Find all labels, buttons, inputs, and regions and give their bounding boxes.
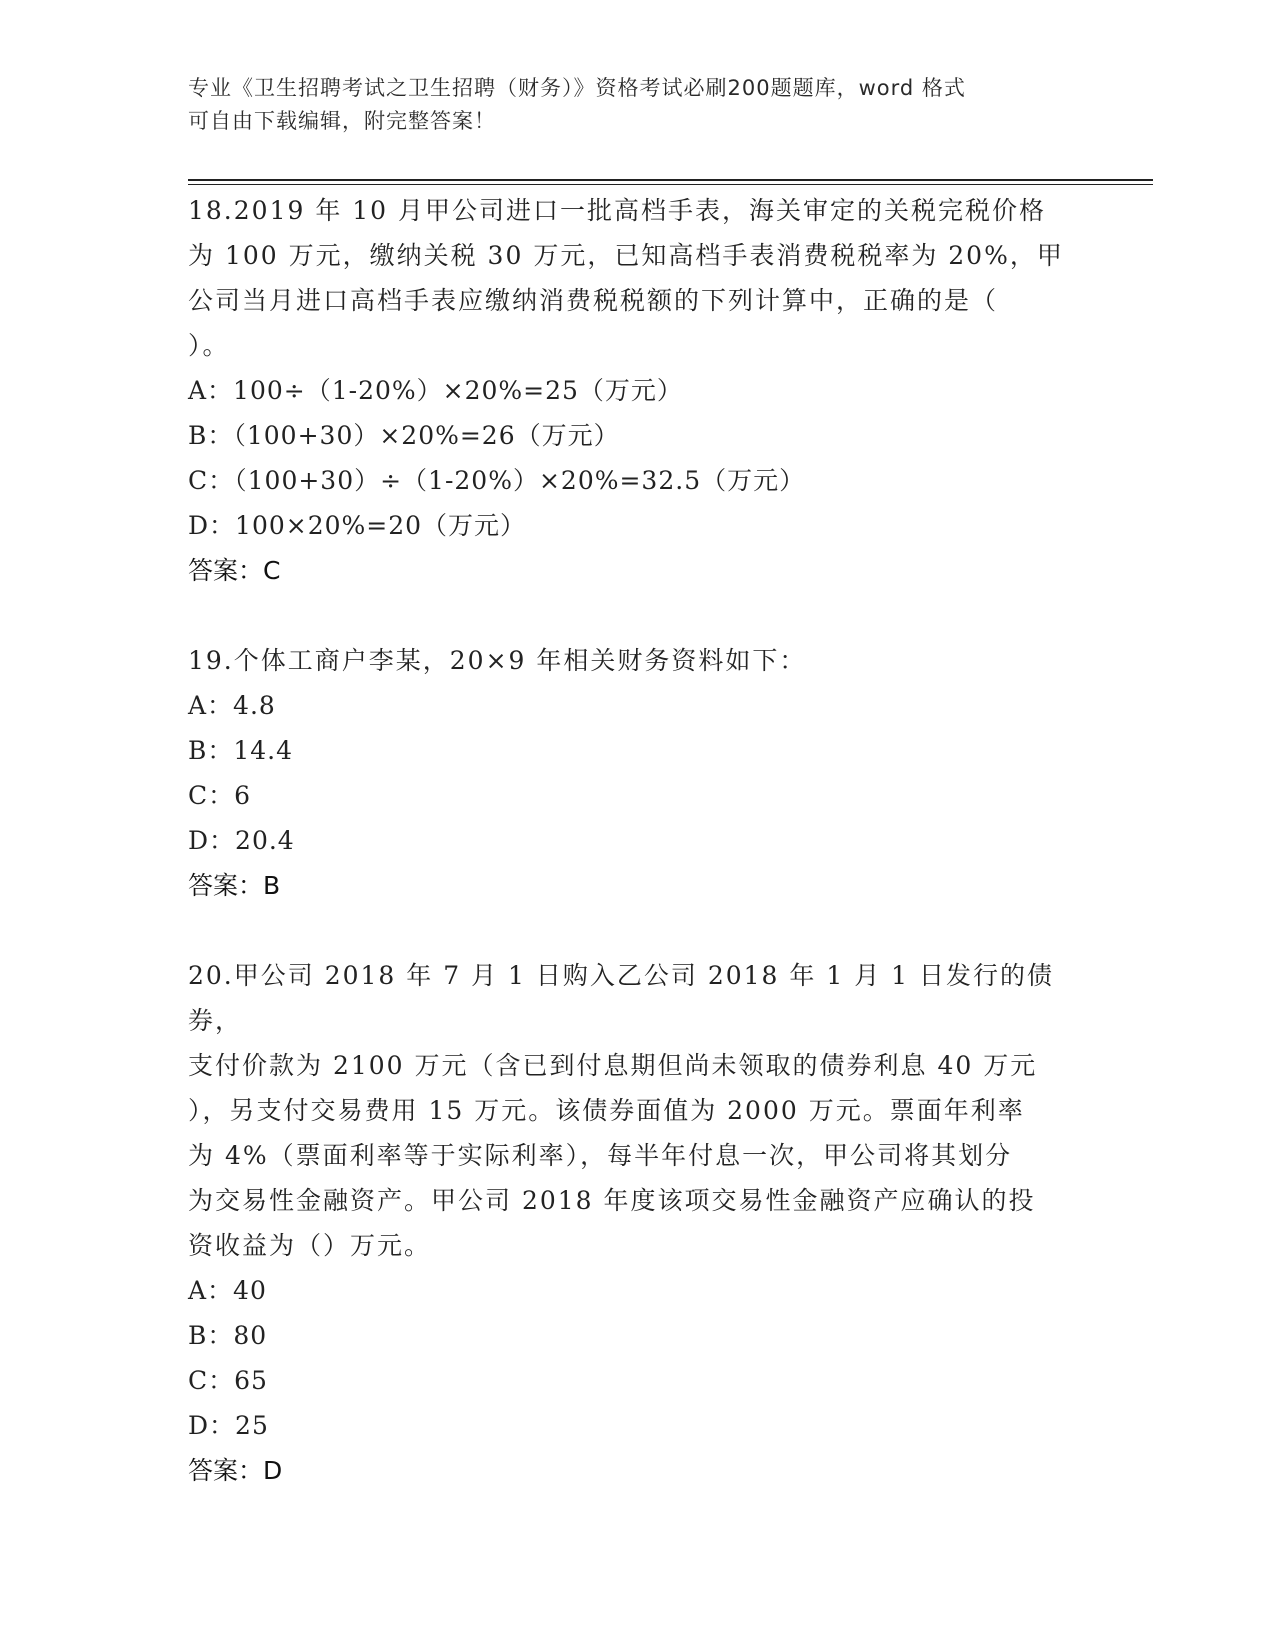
answer-label: 答案：C <box>188 556 281 585</box>
option-a: A：40 <box>188 1276 267 1305</box>
question-stem-line: 19.个体工商户李某，20×9 年相关财务资料如下： <box>188 646 807 675</box>
question-18 <box>188 188 1078 593</box>
header-divider-thick <box>188 179 1153 181</box>
option-d: D：100×20%=20（万元） <box>188 511 527 540</box>
question-stem-line: 资收益为（）万元。 <box>188 1231 432 1260</box>
header-title-line-1: 专业《卫生招聘考试之卫生招聘（财务）》资格考试必刷200题题库，word 格式 <box>188 76 966 100</box>
question-stem-line: 18.2019 年 10 月甲公司进口一批高档手表，海关审定的关税完税价格 <box>188 196 1047 225</box>
question-stem-line: 公司当月进口高档手表应缴纳消费税税额的下列计算中，正确的是（ <box>188 286 999 315</box>
option-c: C：65 <box>188 1366 268 1395</box>
header-divider-thin <box>188 184 1153 185</box>
question-19 <box>188 638 1078 908</box>
option-c: C：（100+30）÷（1-20%）×20%=32.5（万元） <box>188 466 806 495</box>
answer-label: 答案：B <box>188 871 281 900</box>
question-list <box>188 188 1078 1493</box>
option-c: C：6 <box>188 781 252 810</box>
question-stem-line: 为交易性金融资产。甲公司 2018 年度该项交易性金融资产应确认的投 <box>188 1186 1036 1215</box>
question-spacer <box>188 908 1078 953</box>
question-stem-line: 20.甲公司 2018 年 7 月 1 日购入乙公司 2018 年 1 月 1 日发行的债券， <box>188 961 1054 1035</box>
question-spacer <box>188 593 1078 638</box>
option-a: A：100÷（1-20%）×20%=25（万元） <box>188 376 683 405</box>
document-header <box>188 72 1068 138</box>
option-b: B：80 <box>188 1321 268 1350</box>
option-d: D：25 <box>188 1411 269 1440</box>
question-stem-line: ），另支付交易费用 15 万元。该债券面值为 2000 万元。票面年利率 <box>188 1096 1025 1125</box>
question-stem-line: ）。 <box>188 331 230 360</box>
option-b: B：（100+30）×20%=26（万元） <box>188 421 620 450</box>
option-a: A：4.8 <box>188 691 276 720</box>
question-stem-line: 支付价款为 2100 万元（含已到付息期但尚未领取的债券利息 40 万元 <box>188 1051 1038 1080</box>
question-stem-line: 为 100 万元，缴纳关税 30 万元，已知高档手表消费税税率为 20%，甲 <box>188 241 1064 270</box>
option-d: D：20.4 <box>188 826 295 855</box>
question-20 <box>188 953 1078 1493</box>
answer-label: 答案：D <box>188 1456 283 1485</box>
question-stem-line: 为 4%（票面利率等于实际利率），每半年付息一次，甲公司将其划分 <box>188 1141 1013 1170</box>
header-title-line-2: 可自由下载编辑，附完整答案！ <box>188 109 496 133</box>
option-b: B：14.4 <box>188 736 294 765</box>
